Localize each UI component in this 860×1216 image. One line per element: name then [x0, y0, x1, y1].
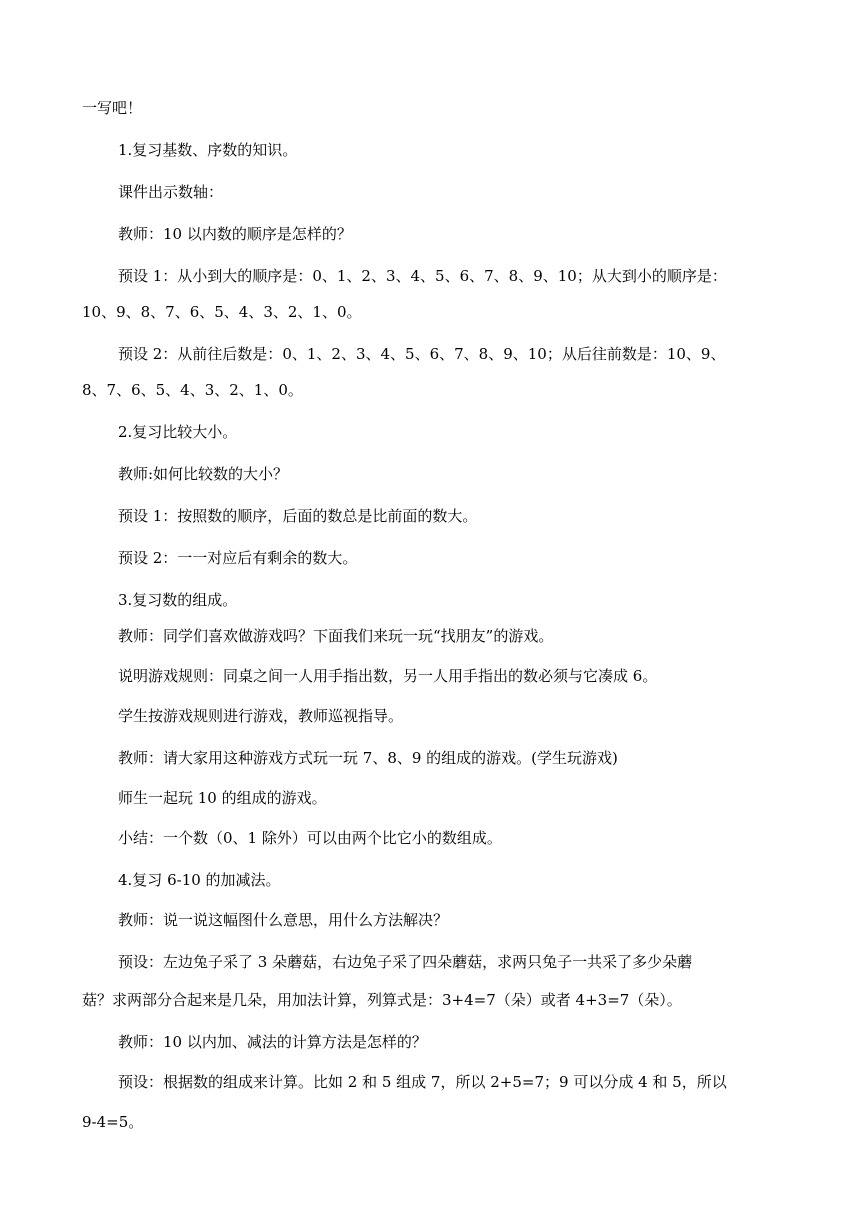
text-line: 预设 2：一一对应后有剩余的数大。	[118, 549, 358, 567]
text-line: 教师：说一说这幅图什么意思，用什么方法解决？	[118, 911, 449, 929]
text-line: 教师：10 以内数的顺序是怎样的？	[118, 225, 352, 243]
section-heading: 1.复习基数、序数的知识。	[118, 141, 298, 159]
text-line: 学生按游戏规则进行游戏，教师巡视指导。	[118, 707, 404, 725]
text-line: 8、7、6、5、4、3、2、1、0。	[82, 381, 303, 399]
text-line: 教师:如何比较数的大小？	[118, 465, 289, 483]
text-line: 预设：根据数的组成来计算。比如 2 和 5 组成 7，所以 2+5=7；9 可以分成 4 和 5，所以	[118, 1073, 727, 1091]
text-line: 9-4=5。	[82, 1113, 144, 1131]
text-line: 一写吧！	[82, 99, 143, 117]
text-line: 教师：同学们喜欢做游戏吗？下面我们来玩一玩“找朋友”的游戏。	[118, 627, 554, 645]
text-line: 预设 1：按照数的顺序，后面的数总是比前面的数大。	[118, 507, 478, 525]
text-line: 教师：请大家用这种游戏方式玩一玩 7、8、9 的组成的游戏。(学生玩游戏)	[118, 749, 618, 767]
text-line: 10、9、8、7、6、5、4、3、2、1、0。	[82, 303, 362, 321]
text-line: 预设：左边兔子采了 3 朵蘑菇，右边兔子采了四朵蘑菇，求两只兔子一共采了多少朵蘑	[118, 953, 693, 971]
text-line: 小结：一个数（0、1 除外）可以由两个比它小的数组成。	[118, 829, 502, 847]
text-line: 师生一起玩 10 的组成的游戏。	[118, 789, 327, 807]
section-heading: 2.复习比较大小。	[118, 423, 238, 441]
section-heading: 4.复习 6-10 的加减法。	[118, 871, 281, 889]
section-heading: 3.复习数的组成。	[118, 591, 238, 609]
text-line: 菇？求两部分合起来是几朵，用加法计算，列算式是：3+4=7（朵）或者 4+3=7（朵）。	[82, 991, 682, 1009]
text-line: 课件出示数轴：	[118, 183, 224, 201]
text-line: 说明游戏规则：同桌之间一人用手指出数，另一人用手指出的数必须与它凑成 6。	[118, 667, 658, 685]
text-line: 教师：10 以内加、减法的计算方法是怎样的？	[118, 1033, 427, 1051]
text-line: 预设 1：从小到大的顺序是：0、1、2、3、4、5、6、7、8、9、10；从大到小的顺序是：	[118, 267, 727, 285]
text-line: 预设 2：从前往后数是：0、1、2、3、4、5、6、7、8、9、10；从后往前数是：10、9、	[118, 345, 726, 363]
